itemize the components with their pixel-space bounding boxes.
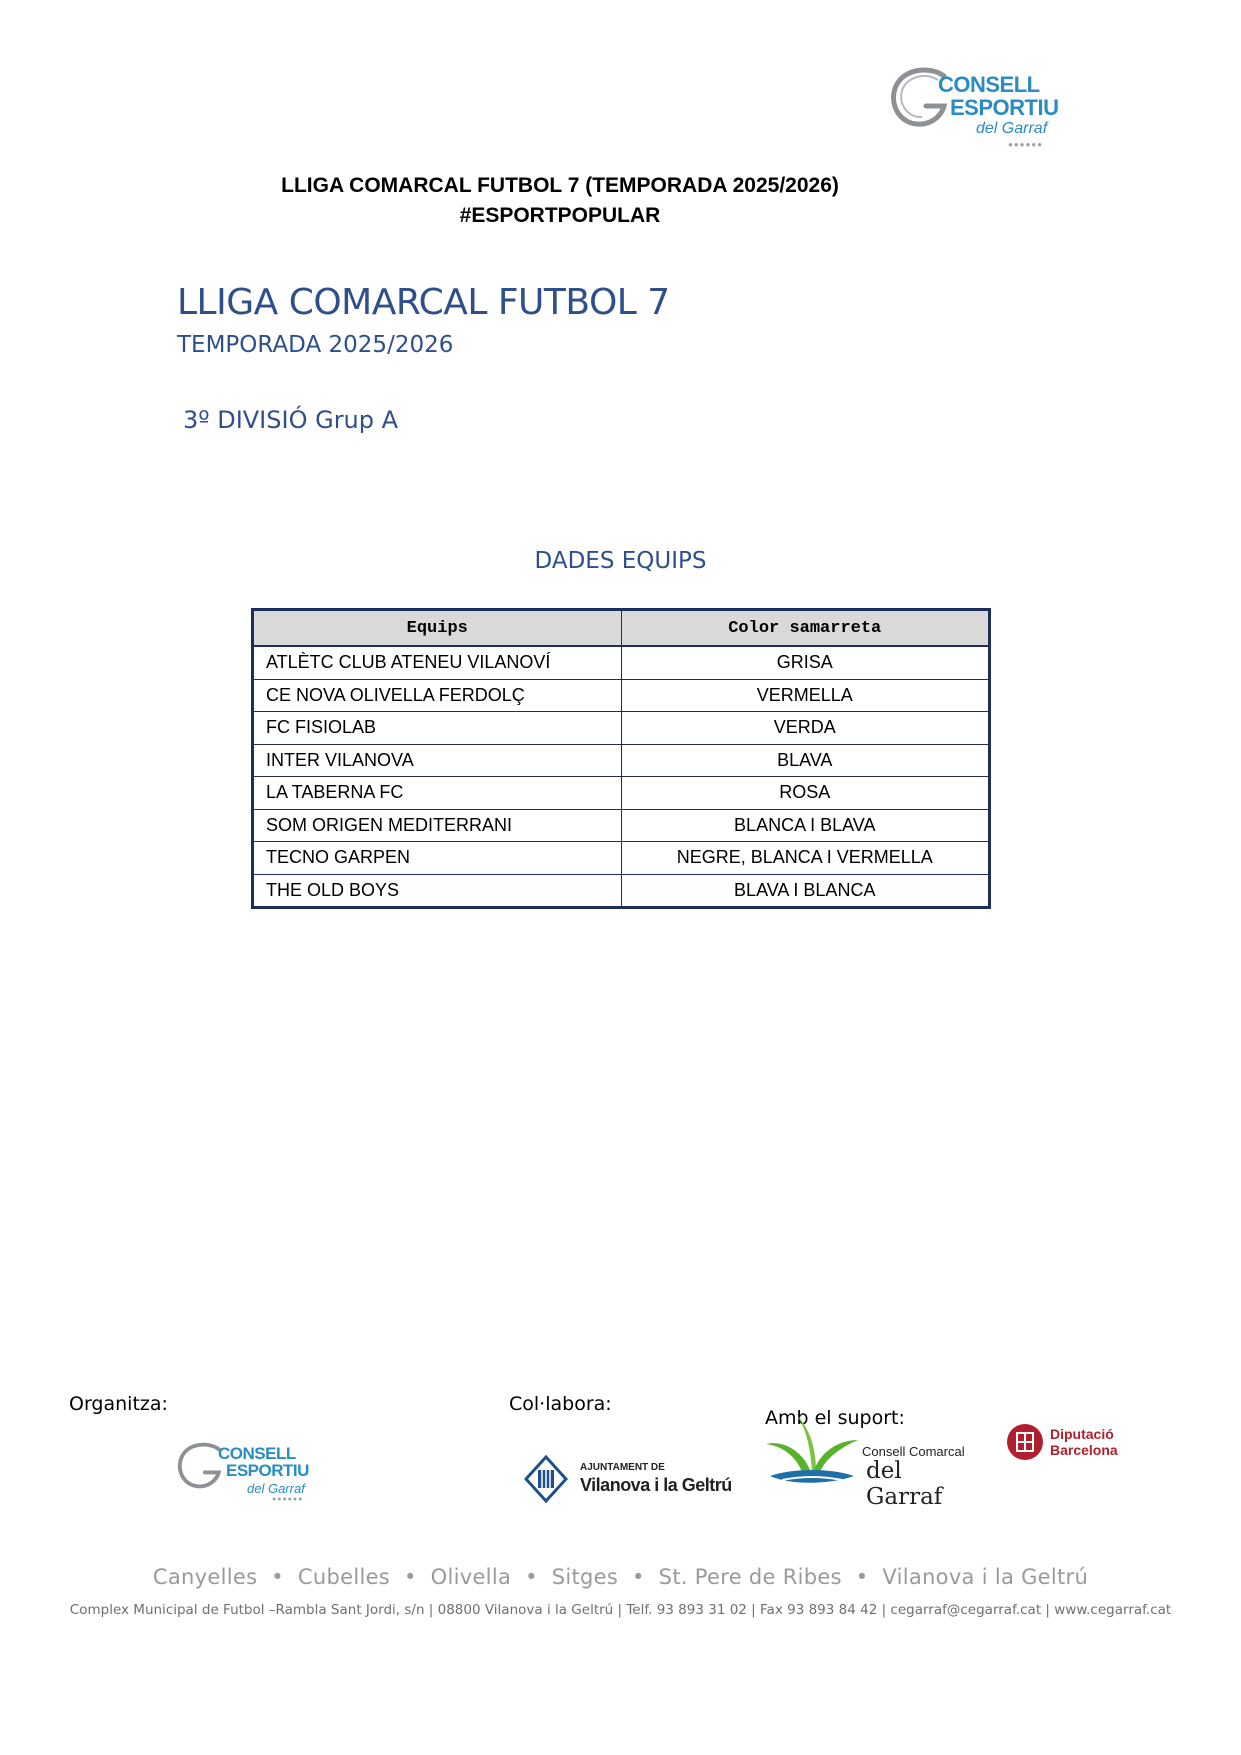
division-title: 3º DIVISIÓ Grup A (183, 406, 399, 434)
header-title-line2: #ESPORTPOPULAR (459, 204, 661, 227)
ajuntament-line1: AJUNTAMENT DE (580, 1462, 665, 1473)
team-cell: CE NOVA OLIVELLA FERDOLÇ (253, 679, 622, 712)
table-row (253, 646, 990, 679)
color-cell: BLAVA I BLANCA (621, 874, 990, 908)
organitza-label: Organitza: (69, 1393, 168, 1415)
diputacio-logo (1006, 1423, 1136, 1463)
color-cell: ROSA (621, 777, 990, 810)
season-title: TEMPORADA 2025/2026 (177, 332, 454, 358)
logo-line1: CONSELL (218, 1444, 296, 1463)
consell-comarcal-line1: Consell Comarcal (862, 1444, 965, 1459)
color-cell: VERDA (621, 712, 990, 745)
table-row (253, 809, 990, 842)
footer-consell-esportiu-logo (174, 1440, 324, 1506)
page-title: LLIGA COMARCAL FUTBOL 7 (177, 282, 670, 323)
table-row (253, 712, 990, 745)
logo-line1: CONSELL (938, 72, 1040, 97)
team-cell: FC FISIOLAB (253, 712, 622, 745)
team-cell: LA TABERNA FC (253, 777, 622, 810)
footer-towns: Canyelles • Cubelles • Olivella • Sitges • St. Pere de Ribes • Vilanova i la Geltrú (152, 1565, 1089, 1589)
diputacio-line2: Barcelona (1050, 1442, 1118, 1458)
consell-comarcal-line2: del Garraf (866, 1458, 943, 1510)
ajuntament-shield-icon (524, 1455, 568, 1503)
ajuntament-logo (524, 1455, 734, 1505)
diputacio-emblem-icon (1006, 1423, 1044, 1461)
section-title: DADES EQUIPS (534, 548, 707, 574)
consell-comarcal-plant-icon (762, 1410, 862, 1490)
table-row (253, 679, 990, 712)
team-cell: INTER VILANOVA (253, 744, 622, 777)
collabora-label: Col·labora: (509, 1393, 612, 1415)
color-cell: VERMELLA (621, 679, 990, 712)
team-cell: TECNO GARPEN (253, 842, 622, 875)
team-cell: SOM ORIGEN MEDITERRANI (253, 809, 622, 842)
team-cell: THE OLD BOYS (253, 874, 622, 908)
color-cell: GRISA (621, 646, 990, 679)
color-cell: BLAVA (621, 744, 990, 777)
table-row (253, 744, 990, 777)
logo-line3: del Garraf (976, 120, 1048, 137)
ajuntament-line2: Vilanova i la Geltrú (580, 1475, 732, 1495)
logo-dots: ●●●●●● (1008, 140, 1043, 149)
consell-esportiu-logo (886, 64, 1076, 150)
logo-line2: ESPORTIU (950, 95, 1059, 120)
table-header-row (253, 610, 990, 647)
teams-table (251, 608, 991, 909)
color-cell: BLANCA I BLAVA (621, 809, 990, 842)
header-title-line1: LLIGA COMARCAL FUTBOL 7 (TEMPORADA 2025/2026) (281, 174, 839, 197)
logo-line3: del Garraf (247, 1481, 305, 1496)
suport-label: Amb el suport: (765, 1407, 905, 1429)
consell-comarcal-logo (762, 1410, 982, 1510)
header-color: Color samarreta (621, 610, 990, 647)
table-row (253, 842, 990, 875)
footer-address: Complex Municipal de Futbol –Rambla Sant Jordi, s/n | 08800 Vilanova i la Geltrú | Telf. 93 893 31 02 | Fax 93 893 84 42 | cegarraf@cegarraf.cat | www.cegarraf.cat (69, 1602, 1172, 1618)
table-row (253, 874, 990, 908)
team-cell: ATLÈTC CLUB ATENEU VILANOVÍ (253, 646, 622, 679)
logo-line2: ESPORTIU (226, 1461, 309, 1480)
diputacio-line1: Diputació (1050, 1426, 1114, 1442)
logo-dots: ●●●●●● (272, 1496, 304, 1503)
header-equips: Equips (253, 610, 622, 647)
table-row (253, 777, 990, 810)
color-cell: NEGRE, BLANCA I VERMELLA (621, 842, 990, 875)
